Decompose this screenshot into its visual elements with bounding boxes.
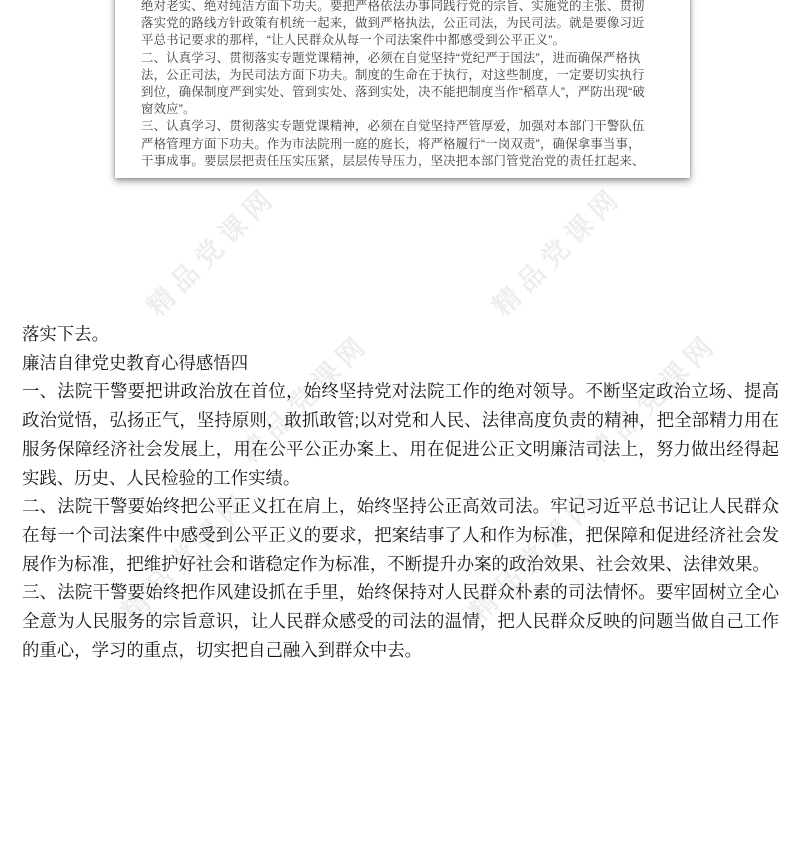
preview-line: 干事成事。要层层把责任压实压紧，层层传导压力，坚决把本部门管党治党的责任扛起来、 xyxy=(141,153,645,168)
paragraph-point-three: 三、法院干警要始终把作风建设抓在手里，始终保持对人民群众朴素的司法情怀。要牢固树立全心全意为人民服务的宗旨意识，让人民群众感受的司法的温情，把人民群众反映的问题当做自己工作的重心，学习的重点，切实把自己融入到群众中去。 xyxy=(22,582,779,660)
document-preview-image xyxy=(115,0,690,178)
preview-line: 严格管理方面下功夫。作为市法院刑一庭的庭长，将严格履行“一岗双责”，确保拿事当事， xyxy=(141,136,641,151)
paragraph-point-one: 一、法院干警要把讲政治放在首位，始终坚持党对法院工作的绝对领导。不断坚定政治立场、提高政治觉悟，弘扬正气，坚持原则，敢抓敢管;以对党和人民、法律高度负责的精神，把全部精力用在服务保障经济社会发展上，用在公平公正办案上、用在促进公正文明廉洁司法上，努力做出经得起实践、历史、人民检验的工作实绩。 xyxy=(22,381,779,488)
document-body-text xyxy=(22,320,779,664)
paragraph-section-title: 廉洁自律党史教育心得感悟四 xyxy=(22,352,249,373)
watermark-text: 精品党课网 xyxy=(234,327,376,469)
paragraph-continuation: 落实下去。 xyxy=(22,324,109,344)
preview-line: 窗效应”。 xyxy=(141,102,196,117)
watermark-text: 精品党课网 xyxy=(141,180,283,322)
preview-line: 绝对老实、绝对纯洁方面下功夫。要把严格依法办事同践行党的宗旨、实施党的主张、贯彻 xyxy=(141,0,645,13)
watermark-text: 精品党课网 xyxy=(464,485,606,627)
preview-line: 二、认真学习、贯彻落实专题党课精神，必须在自觉坚持“党纪严于国法”，进而确保严格执 xyxy=(141,50,641,65)
paragraph-point-two: 二、法院干警要始终把公平正义扛在肩上，始终坚持公正高效司法。牢记习近平总书记让人民群众在每一个司法案件中感受到公平正义的要求，把案结事了人和作为标准，把保障和促进经济社会发展作为标准，把维护好社会和谐稳定作为标准，不断提升办案的政治效果、社会效果、法律效果。 xyxy=(22,496,779,574)
watermark-text: 精品党课网 xyxy=(487,180,629,322)
preview-line: 到位，确保制度严到实处、管到实处、落到实处，决不能把制度当作“稻草人”，严防出现“破 xyxy=(141,85,646,100)
watermark-text: 精品党课网 xyxy=(116,485,258,627)
watermark-text: 精品党课网 xyxy=(582,327,724,469)
preview-line: 平总书记要求的那样，“让人民群众从每一个司法案件中都感受到公平正义”。 xyxy=(141,33,566,48)
preview-line: 落实党的路线方针政策有机统一起来，做到严格执法，公正司法，为民司法。就是要像习近 xyxy=(141,16,645,31)
preview-line: 法，公正司法，为民司法方面下功夫。制度的生命在于执行，对这些制度，一定要切实执行 xyxy=(141,67,645,82)
preview-line: 三、认真学习、贯彻落实专题党课精神，必须在自觉坚持严管厚爱，加强对本部门干警队伍 xyxy=(141,119,645,134)
